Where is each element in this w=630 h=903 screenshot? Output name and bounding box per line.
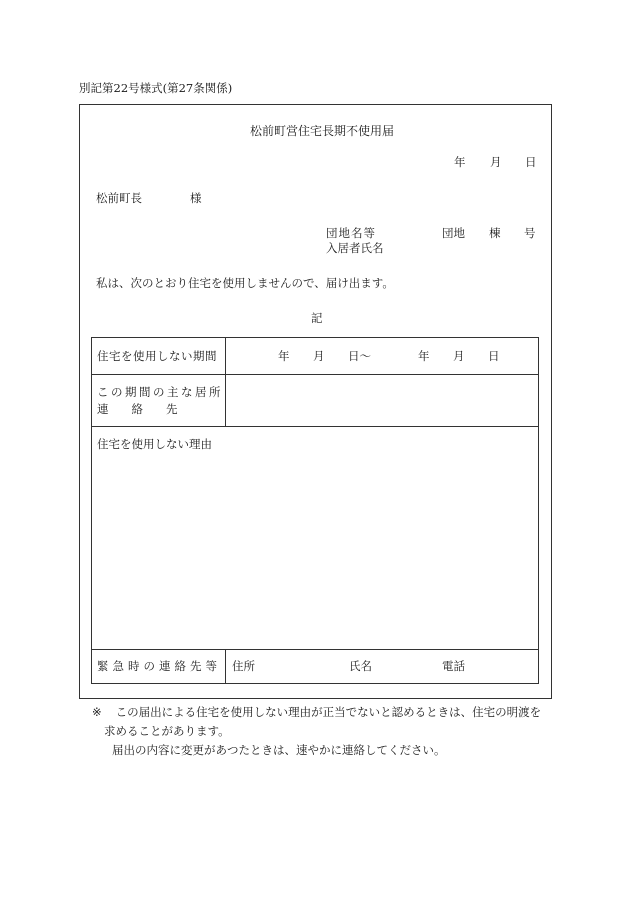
danchi-suffix: 団地 (442, 226, 465, 240)
date-day-label: 日 (525, 155, 537, 169)
addressee: 松前町長 (96, 191, 142, 205)
form-reference: 別記第22号様式(第27条関係) (79, 81, 233, 95)
date-year-label: 年 (454, 155, 466, 169)
note-row (92, 741, 562, 760)
note-row (92, 722, 562, 741)
period-to-month: 月 (453, 349, 465, 363)
emergency-phone-label: 電話 (442, 659, 465, 673)
table-divider (92, 374, 538, 375)
note-row (92, 703, 562, 722)
note-line-3: 届出の内容に変更があつたときは、速やかに連絡してください。 (112, 743, 446, 757)
period-label: 住宅を使用しない期間 (97, 349, 217, 363)
period-from-day: 日～ (348, 349, 371, 363)
reason-label: 住宅を使用しない理由 (97, 437, 212, 451)
declaration-statement: 私は、次のとおり住宅を使用しませんので、届け出ます。 (96, 276, 394, 290)
emergency-name-label: 氏名 (349, 659, 372, 673)
residence-label: この期間の主な居所 (97, 385, 223, 399)
emergency-address-label: 住所 (232, 659, 255, 673)
resident-name-label: 入居者氏名 (326, 241, 384, 255)
danchi-name-label: 団地名等 (326, 226, 376, 240)
addressee-honorific: 様 (190, 191, 202, 205)
form-title: 松前町営住宅長期不使用届 (250, 124, 395, 138)
details-table (91, 337, 539, 684)
ki-heading: 記 (311, 311, 323, 325)
unit-number-label: 号 (524, 226, 536, 240)
note-mark: ※ (92, 705, 102, 719)
contact-label: 連 絡 先 (97, 402, 178, 416)
period-from-month: 月 (313, 349, 325, 363)
period-from-year: 年 (278, 349, 290, 363)
note-line-2: 求めることがあります。 (104, 724, 230, 738)
emergency-contact-label: 緊急時の連絡先等 (97, 659, 221, 673)
note-line-1: この届出による住宅を使用しない理由が正当でないと認めるときは、住宅の明渡を (115, 705, 542, 719)
period-to-year: 年 (418, 349, 430, 363)
table-divider (92, 426, 538, 427)
table-divider (92, 649, 538, 650)
notes (92, 703, 562, 760)
column-divider (225, 649, 226, 684)
building-label: 棟 (489, 226, 501, 240)
column-divider (225, 338, 226, 426)
date-month-label: 月 (490, 155, 502, 169)
period-to-day: 日 (488, 349, 500, 363)
